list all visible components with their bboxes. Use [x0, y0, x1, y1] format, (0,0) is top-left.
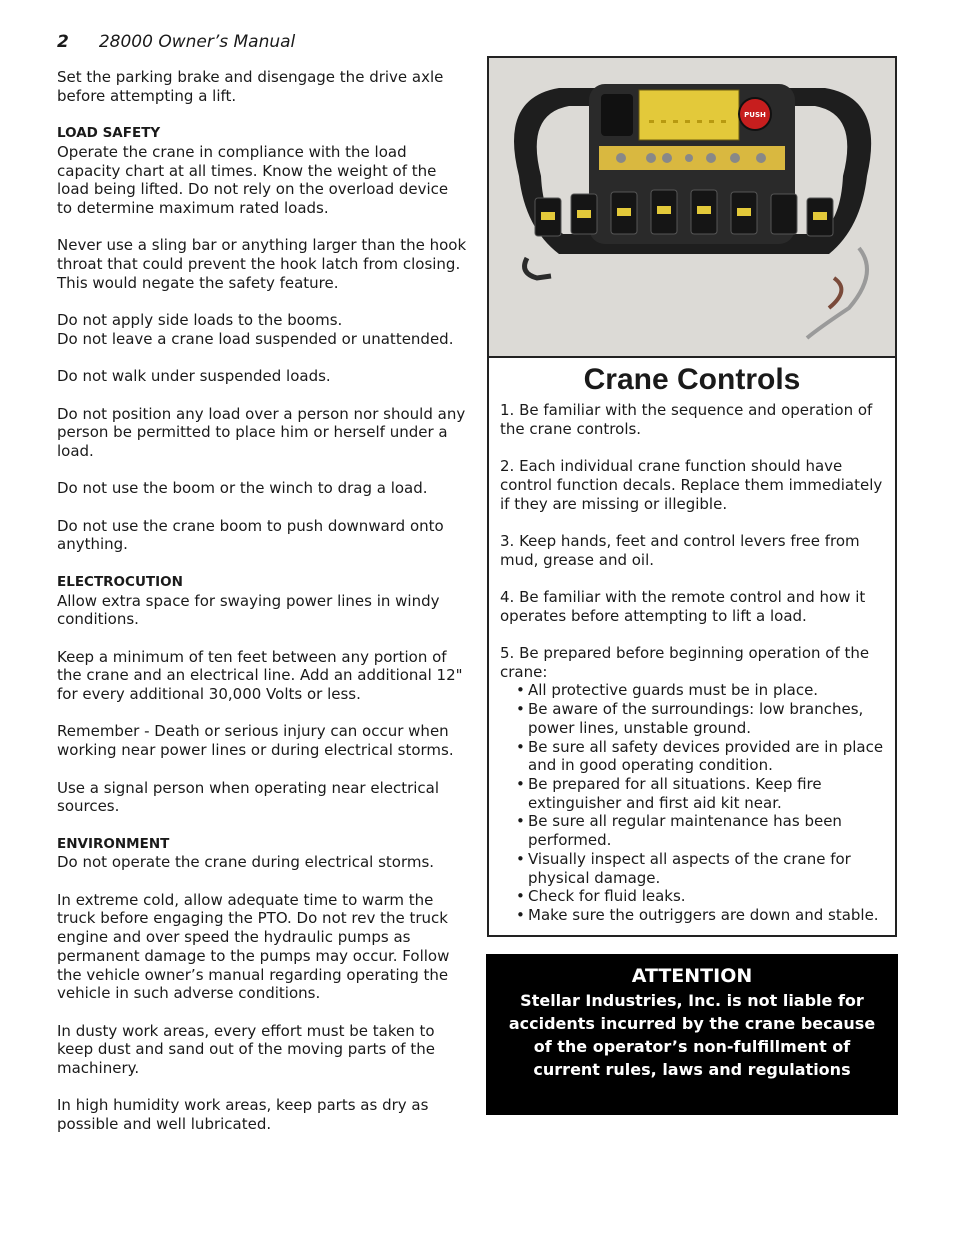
crane-controls-panel: [487, 357, 897, 937]
list-item: • All protective guards must be in place.: [516, 681, 885, 700]
controls-bullet-list: [500, 681, 885, 924]
electrocution-p3: Remember - Death or serious injury can occur when working near power lines or during electrical storms.: [57, 722, 454, 760]
load-safety-p1: LOAD SAFETY Operate the crane in compliance with the load capacity chart at all times. Know the weight of the load being lifted. Do not rely on the overload device to determine maximum rated loads.: [57, 124, 467, 218]
page-header: [57, 32, 295, 52]
load-safety-heading: LOAD SAFETY: [57, 125, 161, 142]
attention-body: Stellar Industries, Inc. is not liable for accidents incurred by the crane because of the operator’s non-fulfillment of current rules, laws and regulations: [508, 991, 876, 1079]
attention-notice: [486, 954, 898, 1115]
push-button-label: PUSH: [744, 111, 766, 119]
load-safety-p2: Never use a sling bar or anything larger than the hook throat that could prevent the hook latch from closing. This would negate the safety feature.: [57, 236, 467, 292]
load-safety-p5: Do not position any load over a person nor should any person be permitted to place him or herself under a load.: [57, 404, 466, 460]
controls-item-4: 4. Be familiar with the remote control and how it operates before attempting to lift a load.: [500, 587, 866, 625]
page-number: 2: [57, 32, 69, 52]
load-safety-p4: Do not walk under suspended loads.: [57, 367, 331, 386]
list-item: • Be prepared for all situations. Keep fire extinguisher and first aid kit near.: [516, 775, 885, 812]
controls-item-1: 1. Be familiar with the sequence and operation of the crane controls.: [500, 401, 873, 438]
electrocution-p1: ELECTROCUTION Allow extra space for swaying power lines in windy conditions.: [57, 573, 467, 629]
controls-item-2: 2. Each individual crane function should have control function decals. Replace them immediately if they are missing or illegible.: [500, 457, 883, 513]
list-item: • Be aware of the surroundings: low branches, power lines, unstable ground.: [516, 700, 885, 737]
intro-text: Set the parking brake and disengage the drive axle before attempting a lift.: [57, 68, 444, 105]
load-safety-p7: Do not use the crane boom to push downward onto anything.: [57, 516, 444, 554]
manual-title: 28000 Owner’s Manual: [98, 32, 296, 52]
remote-control-illustration: [489, 58, 895, 356]
electrocution-p2: Keep a minimum of ten feet between any portion of the crane and an electrical line. Add an additional 12" for every additional 30,000 Volts or less.: [57, 647, 463, 704]
crane-controls-body: [489, 401, 895, 925]
electrocution-p4: Use a signal person when operating near electrical sources.: [57, 778, 440, 816]
controls-item-3: 3. Keep hands, feet and control levers free from mud, grease and oil.: [500, 531, 860, 569]
crane-controls-title: Crane Controls: [583, 363, 801, 396]
list-item: • Be sure all regular maintenance has been performed.: [516, 812, 885, 849]
environment-p1: ENVIRONMENT Do not operate the crane during electrical storms.: [57, 835, 467, 872]
environment-p4: In high humidity work areas, keep parts as dry as possible and well lubricated.: [57, 1096, 429, 1134]
left-column: [57, 68, 467, 1153]
attention-title: ATTENTION: [631, 965, 753, 987]
list-item: • Visually inspect all aspects of the crane for physical damage.: [516, 850, 885, 887]
list-item: • Check for fluid leaks.: [516, 887, 885, 906]
environment-heading: ENVIRONMENT: [57, 835, 170, 852]
environment-p2: In extreme cold, allow adequate time to warm the truck before engaging the PTO. Do not rev the truck engine and over speed the hydraulic pumps as permanent damage to the pumps may occur. Follow the vehicle owner’s manual regarding operating the vehicle in such adverse conditions.: [57, 890, 450, 1003]
load-safety-p3: Do not apply side loads to the booms. Do not leave a crane load suspended or unattended.: [57, 311, 454, 348]
environment-p3: In dusty work areas, every effort must be taken to keep dust and sand out of the moving parts of the machinery.: [57, 1021, 435, 1078]
controls-item-5: 5. Be prepared before beginning operation of the crane:: [500, 644, 870, 681]
electrocution-heading: ELECTROCUTION: [57, 573, 183, 590]
list-item: • Make sure the outriggers are down and stable.: [516, 906, 885, 925]
remote-control-photo: [487, 56, 897, 358]
load-safety-p6: Do not use the boom or the winch to drag a load.: [57, 479, 428, 498]
list-item: • Be sure all safety devices provided are in place and in good operating condition.: [516, 738, 885, 775]
